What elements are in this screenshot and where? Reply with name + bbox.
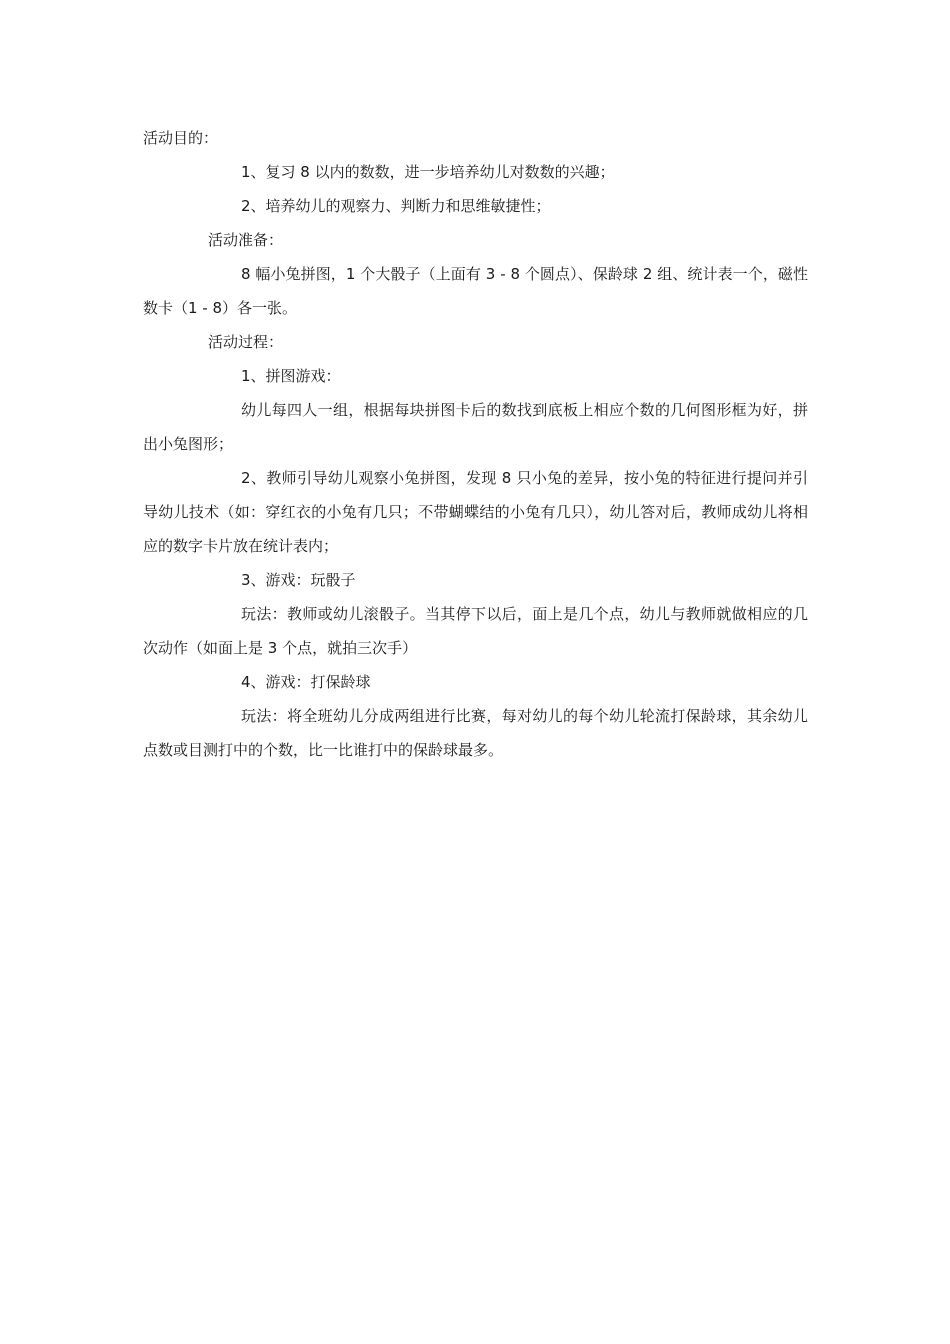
prep-text: 8 幅小兔拼图，1 个大骰子（上面有 3 - 8 个圆点）、保龄球 2 组、统计表一个，磁性数卡（1 - 8）各一张。 (143, 265, 808, 317)
step3-text: 玩法：教师或幼儿滚骰子。当其停下以后，面上是几个点，幼儿与教师就做相应的几次动作（如面上是 3 个点，就拍三次手） (143, 605, 808, 657)
goal-item-1: 1、复习 8 以内的数数，进一步培养幼儿对数数的兴趣； (241, 163, 615, 181)
step1-title: 1、拼图游戏： (241, 367, 341, 385)
goal-item-2: 2、培养幼儿的观察力、判断力和思维敏捷性； (241, 197, 551, 215)
step4-title: 4、游戏：打保龄球 (241, 673, 371, 691)
prep-heading: 活动准备： (208, 231, 284, 249)
step2-text: 2、教师引导幼儿观察小兔拼图，发现 8 只小兔的差异，按小兔的特征进行提问并引导幼儿技术（如：穿红衣的小兔有几只；不带蝴蝶结的小兔有几只），幼儿答对后，教师成幼儿将相应的数字卡片放在统计表内； (143, 469, 808, 555)
goal-heading: 活动目的： (143, 129, 219, 147)
process-heading: 活动过程： (208, 333, 284, 351)
step1-text: 幼儿每四人一组，根据每块拼图卡后的数找到底板上相应个数的几何图形框为好，拼出小兔图形； (143, 401, 808, 453)
step4-text: 玩法：将全班幼儿分成两组进行比赛，每对幼儿的每个幼儿轮流打保龄球，其余幼儿点数或目测打中的个数，比一比谁打中的保龄球最多。 (143, 707, 808, 759)
document-body (143, 121, 808, 767)
step3-title: 3、游戏：玩骰子 (241, 571, 356, 589)
